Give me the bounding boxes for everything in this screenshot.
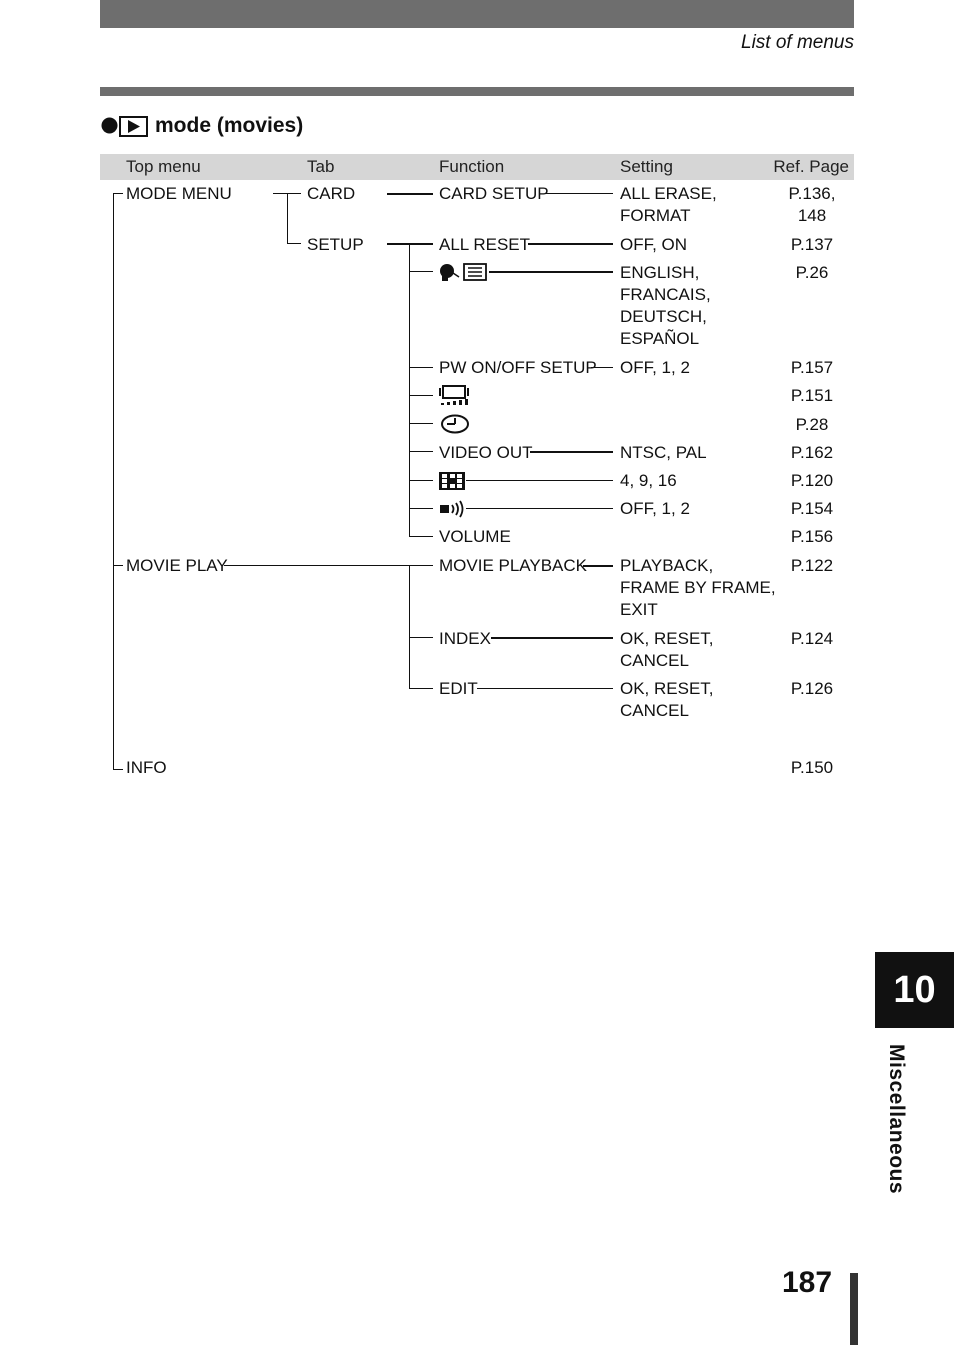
monitor-brightness-icon [439, 385, 471, 407]
ref-card-setup-line1: P.136, [788, 184, 836, 203]
function-all-reset: ALL RESET [439, 235, 531, 254]
column-header-ref-page: Ref. Page [773, 157, 849, 176]
ref-all-reset: P.137 [790, 235, 834, 254]
tree-link-index-setting [491, 637, 613, 639]
tree-stub-info [113, 769, 123, 770]
setting-card-setup-line1: ALL ERASE, [620, 184, 717, 203]
tree-stub-index [409, 637, 433, 638]
tree-link-edit-setting [477, 688, 613, 689]
setting-language-line2: FRANCAIS, [620, 285, 711, 304]
playback-icon [119, 116, 148, 137]
ref-index-display: P.120 [790, 471, 834, 490]
function-index: INDEX [439, 629, 491, 648]
ref-index: P.124 [790, 629, 834, 648]
clock-icon [441, 414, 471, 434]
setting-movie-playback-line1: PLAYBACK, [620, 556, 714, 575]
setting-movie-playback-line2: FRAME BY FRAME, [620, 578, 776, 597]
tree-trunk-tabs [287, 193, 288, 244]
ref-card-setup-line2: 148 [797, 206, 827, 225]
page-title: mode (movies) [155, 114, 304, 137]
setting-card-setup-line2: FORMAT [620, 206, 691, 225]
ref-language: P.26 [795, 263, 829, 282]
language-icon [439, 262, 489, 282]
tree-link-language-setting [489, 271, 613, 273]
setting-language-line3: DEUTSCH, [620, 307, 707, 326]
function-movie-playback: MOVIE PLAYBACK [439, 556, 588, 575]
ref-video-out: P.162 [790, 443, 834, 462]
ref-edit: P.126 [790, 679, 834, 698]
setting-video-out: NTSC, PAL [620, 443, 707, 462]
tree-stub-movie-play [113, 565, 123, 566]
page-number-bar [850, 1273, 858, 1345]
tree-stub-volume [409, 536, 433, 537]
setting-language-line1: ENGLISH, [620, 263, 700, 282]
setting-index-line2: CANCEL [620, 651, 689, 670]
chapter-label: Miscellaneous [885, 1044, 908, 1195]
tree-link-index-display-setting [466, 480, 613, 481]
tree-trunk-setup-functions [409, 243, 410, 537]
beep-icon [439, 500, 467, 518]
setting-edit-line2: CANCEL [620, 701, 689, 720]
setting-edit-line1: OK, RESET, [620, 679, 714, 698]
tree-stub-beep [409, 508, 433, 509]
ref-movie-playback: P.122 [790, 556, 834, 575]
ref-clock: P.28 [795, 415, 829, 434]
tree-link-movie-play [224, 565, 433, 566]
tree-stub-edit [409, 688, 433, 689]
page-number: 187 [782, 1266, 833, 1299]
tree-link-beep-setting [466, 508, 613, 509]
chapter-tab: 10 [875, 952, 954, 1028]
tree-stub-index-display [409, 480, 433, 481]
bullet-icon [101, 117, 118, 134]
function-video-out: VIDEO OUT [439, 443, 533, 462]
column-header-tab: Tab [307, 157, 335, 176]
tree-link-all-reset-setting [528, 243, 613, 245]
tab-setup: SETUP [307, 235, 364, 254]
ref-pw-setup: P.157 [790, 358, 834, 377]
tree-stub-setup [287, 243, 301, 244]
ref-volume: P.156 [790, 527, 834, 546]
ref-beep: P.154 [790, 499, 834, 518]
section-divider-bar [100, 87, 854, 96]
tree-stub-video-out [409, 451, 433, 452]
column-header-top-menu: Top menu [126, 157, 201, 176]
ref-monitor: P.151 [790, 386, 834, 405]
tree-stub-monitor [409, 395, 433, 396]
top-bar [100, 0, 854, 28]
setting-all-reset: OFF, ON [620, 235, 688, 254]
setting-language-line4: ESPAÑOL [620, 329, 700, 348]
tree-trunk-movie-functions [409, 565, 410, 689]
ref-info: P.150 [790, 758, 834, 777]
function-pw-on-off-setup: PW ON/OFF SETUP [439, 358, 597, 377]
function-card-setup: CARD SETUP [439, 184, 549, 203]
setting-index-display: 4, 9, 16 [620, 471, 677, 490]
tree-link-card [387, 193, 433, 195]
function-edit: EDIT [439, 679, 478, 698]
tree-stub-mode-menu [113, 193, 123, 194]
column-header-function: Function [439, 157, 505, 176]
tree-link-movie-playback-setting [583, 565, 613, 567]
tree-trunk-top-menu [113, 193, 114, 770]
tree-link-card-setup-setting [545, 193, 613, 194]
tree-stub-clock [409, 423, 433, 424]
setting-movie-playback-line3: EXIT [620, 600, 658, 619]
column-header-setting: Setting [620, 157, 673, 176]
tree-stub-language [409, 271, 433, 272]
tree-stub-pw-setup [409, 367, 433, 368]
top-menu-mode-menu: MODE MENU [126, 184, 232, 203]
function-volume: VOLUME [439, 527, 511, 546]
tree-link-video-out-setting [530, 451, 613, 453]
setting-pw-setup: OFF, 1, 2 [620, 358, 690, 377]
setting-index-line1: OK, RESET, [620, 629, 714, 648]
setting-beep: OFF, 1, 2 [620, 499, 690, 518]
top-menu-movie-play: MOVIE PLAY [126, 556, 228, 575]
section-header: List of menus [741, 32, 854, 53]
tab-card: CARD [307, 184, 356, 203]
index-display-icon [439, 472, 465, 490]
top-menu-info: INFO [126, 758, 167, 777]
tree-link-setup [387, 243, 433, 245]
